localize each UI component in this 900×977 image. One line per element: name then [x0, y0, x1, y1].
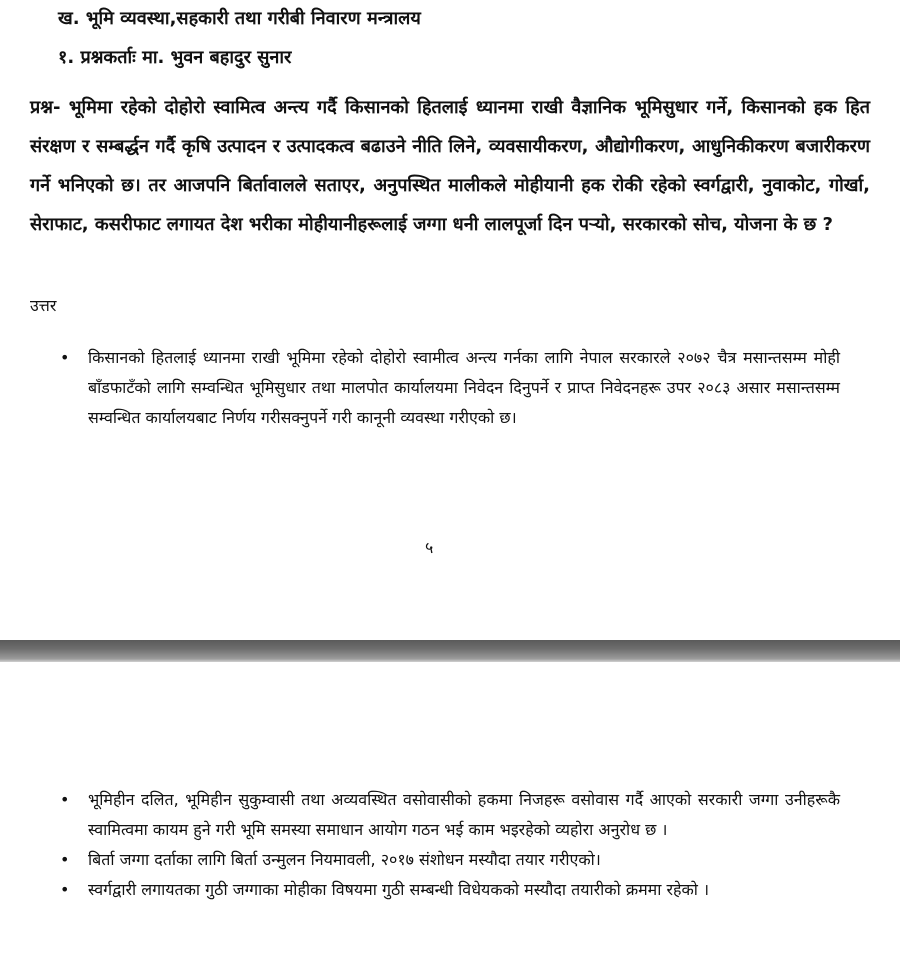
question-text: प्रश्न- भूमिमा रहेको दोहोरो स्वामित्व अन्त्य गर्दै किसानको हितलाई ध्यानमा राखी वैज्ञानिक भूमिसुधार गर्ने, किसानको हक हित संरक्षण र सम्बर्द्धन गर्दै कृषि उत्पादन र उत्पादकत्व बढाउने नीति लिने, व्यवसायीकरण, औद्योगीकरण, आधुनिकीकरण बजारीकरण गर्ने भनिएको छ। तर आजपनि बिर्तावालले सताएर, अनुपस्थित मालीकले मोहीयानी हक रोकी रहेको स्वर्गद्वारी, नुवाकोट, गोर्खा, सेराफाट, कसरीफाट लगायत देश भरीका मोहीयानीहरूलाई जग्गा धनी लालपूर्जा दिन पऱ्यो, सरकारको सोच, योजना के छ ? [30, 97, 870, 235]
page-number: ५ [425, 538, 434, 557]
answer-label: उत्तर [30, 296, 57, 315]
ministry-heading: ख. भूमि व्यवस्था,सहकारी तथा गरीबी निवारण मन्त्रालय [58, 8, 421, 29]
page-separator [0, 640, 900, 662]
list-item: • बिर्ता जग्गा दर्ताका लागि बिर्ता उन्मुलन नियमावली, २०१७ संशोधन मस्यौदा तयार गरीएको। [60, 845, 840, 875]
list-item: • भूमिहीन दलित, भूमिहीन सुकुम्वासी तथा अव्यवस्थित वसोवासीको हकमा निजहरू वसोवास गर्दै आएको सरकारी जग्गा उनीहरूकै स्वामित्वमा कायम हुने गरी भूमि समस्या समाधान आयोग गठन भई काम भइरहेको व्यहोरा अनुरोध छ । [60, 785, 840, 845]
page-two [0, 662, 900, 977]
answer-bullet-list [60, 343, 840, 433]
list-item: • किसानको हितलाई ध्यानमा राखी भूमिमा रहेको दोहोरो स्वामीत्व अन्त्य गर्नका लागि नेपाल सरकारले २०७२ चैत्र मसान्तसम्म मोही बाँडफाटँको लागि सम्वन्धित भूमिसुधार तथा मालपोत कार्यालयमा निवेदन दिनुपर्ने र प्राप्त निवेदनहरू उपर २०८३ असार मसान्तसम्म सम्वन्धित कार्यालयबाट निर्णय गरीसक्नुपर्ने गरी कानूनी व्यवस्था गरीएको छ। [60, 343, 840, 433]
questioner-line: १. प्रश्नकर्ताः मा. भुवन बहादुर सुनार [58, 47, 292, 68]
answer-bullet-list-continued [60, 785, 840, 905]
list-item: • स्वर्गद्वारी लगायतका गुठी जग्गाका मोहीका विषयमा गुठी सम्बन्धी विधेयकको मस्यौदा तयारीको क्रममा रहेको । [60, 875, 840, 905]
